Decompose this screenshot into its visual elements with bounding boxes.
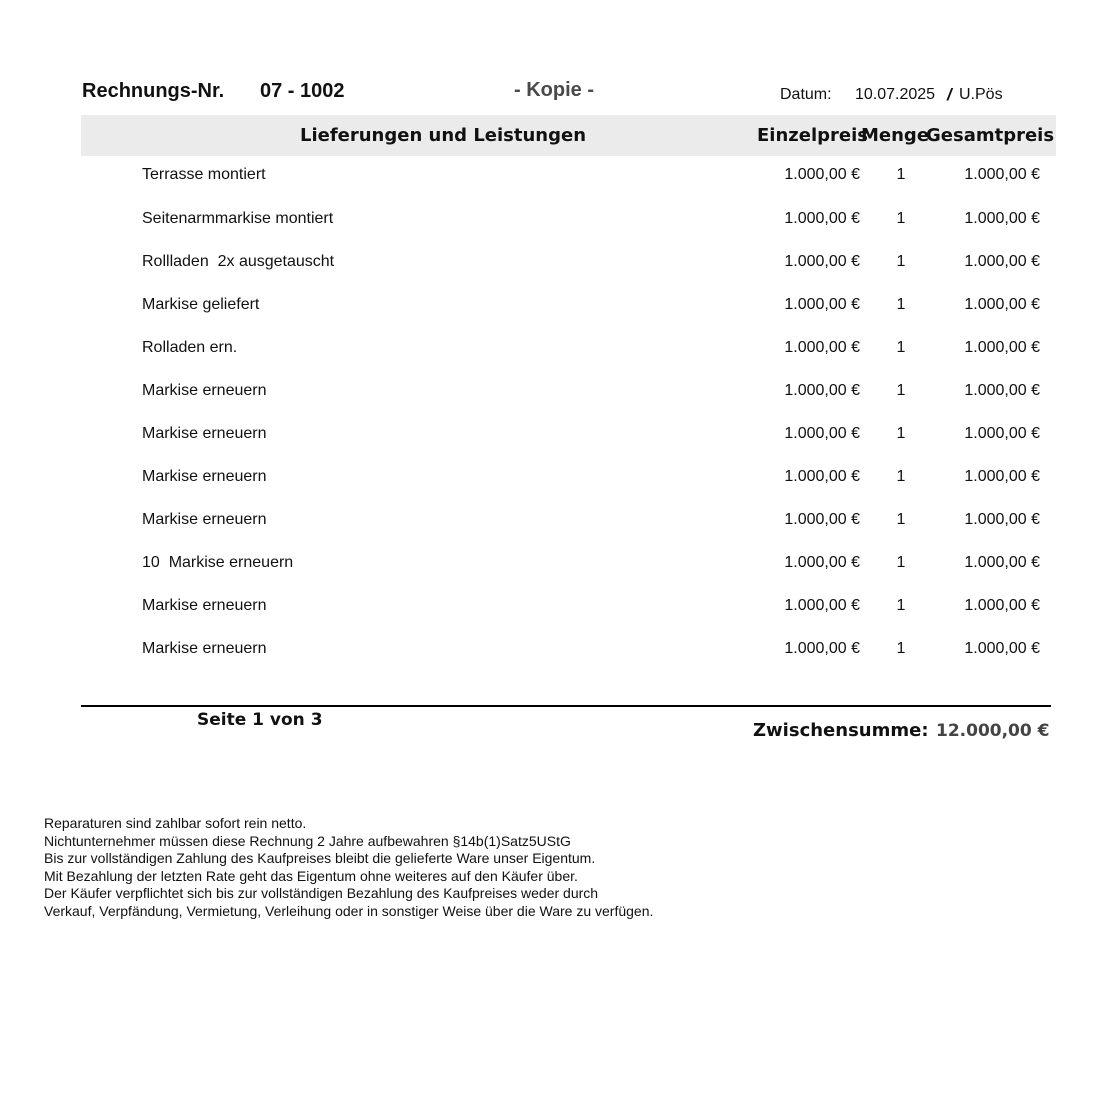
- date-user-separator: /: [947, 85, 952, 104]
- item-quantity: 1: [896, 597, 906, 614]
- subtotal-label: Zwischensumme:: [753, 720, 929, 741]
- item-total: 1.000,00 €: [964, 296, 1040, 313]
- table-row: [0, 511, 1102, 535]
- item-description: 10 Markise erneuern: [142, 554, 294, 571]
- item-total: 1.000,00 €: [964, 597, 1040, 614]
- table-row: [0, 425, 1102, 449]
- item-description: Markise erneuern: [142, 511, 267, 528]
- item-unit-price: 1.000,00 €: [784, 554, 860, 571]
- item-description: Rollladen 2x ausgetauscht: [142, 253, 335, 270]
- table-row: [0, 382, 1102, 406]
- item-unit-price: 1.000,00 €: [784, 382, 860, 399]
- table-row: [0, 166, 1102, 190]
- item-total: 1.000,00 €: [964, 339, 1040, 356]
- item-description: Markise geliefert: [142, 296, 260, 313]
- terms-line: Bis zur vollständigen Zahlung des Kaufpreises bleibt die gelieferte Ware unser Eigentum.: [44, 850, 596, 867]
- item-total: 1.000,00 €: [964, 640, 1040, 657]
- item-unit-price: 1.000,00 €: [784, 597, 860, 614]
- column-header-description: Lieferungen und Leistungen: [299, 125, 587, 146]
- item-total: 1.000,00 €: [964, 210, 1040, 227]
- item-unit-price: 1.000,00 €: [784, 296, 860, 313]
- item-quantity: 1: [896, 253, 906, 270]
- terms-line: Reparaturen sind zahlbar sofort rein netto.: [44, 815, 307, 831]
- item-description: Rolladen ern.: [142, 339, 238, 356]
- payment-terms: [44, 815, 653, 921]
- item-quantity: 1: [896, 554, 906, 571]
- item-total: 1.000,00 €: [964, 382, 1040, 399]
- user-initials: U.Pös: [959, 86, 1003, 103]
- column-header-quantity: Menge: [861, 125, 930, 146]
- item-quantity: 1: [896, 425, 906, 442]
- item-total: 1.000,00 €: [964, 554, 1040, 571]
- item-total: 1.000,00 €: [964, 253, 1040, 270]
- invoice-number-label: Rechnungs-Nr.: [82, 80, 225, 102]
- item-unit-price: 1.000,00 €: [784, 210, 860, 227]
- item-quantity: 1: [896, 296, 906, 313]
- item-total: 1.000,00 €: [964, 166, 1040, 183]
- item-quantity: 1: [896, 339, 906, 356]
- terms-line: Mit Bezahlung der letzten Rate geht das Eigentum ohne weiteres auf den Käufer über.: [44, 867, 578, 884]
- table-header: [81, 115, 1056, 156]
- item-quantity: 1: [896, 511, 906, 528]
- date-value: 10.07.2025: [855, 86, 936, 103]
- item-quantity: 1: [896, 166, 906, 183]
- column-header-unit-price: Einzelpreis: [757, 125, 868, 146]
- item-total: 1.000,00 €: [964, 425, 1040, 442]
- table-row: [0, 597, 1102, 621]
- invoice-number: 07 - 1002: [260, 80, 345, 102]
- table-row: [0, 640, 1102, 664]
- item-description: Markise erneuern: [142, 382, 267, 399]
- copy-mark: - Kopie -: [514, 79, 594, 101]
- item-unit-price: 1.000,00 €: [784, 253, 860, 270]
- table-row: [0, 468, 1102, 492]
- item-unit-price: 1.000,00 €: [784, 425, 860, 442]
- page-info: Seite 1 von 3: [197, 710, 323, 730]
- item-total: 1.000,00 €: [964, 511, 1040, 528]
- item-quantity: 1: [896, 210, 906, 227]
- item-description: Markise erneuern: [142, 640, 267, 657]
- item-unit-price: 1.000,00 €: [784, 339, 860, 356]
- item-unit-price: 1.000,00 €: [784, 166, 860, 183]
- item-total: 1.000,00 €: [964, 468, 1040, 485]
- item-unit-price: 1.000,00 €: [784, 468, 860, 485]
- terms-line: Der Käufer verpflichtet sich bis zur vollständigen Bezahlung des Kaufpreises weder durch: [44, 885, 599, 902]
- item-description: Seitenarmmarkise montiert: [142, 210, 334, 227]
- item-description: Markise erneuern: [142, 425, 267, 442]
- table-row: [0, 296, 1102, 320]
- item-unit-price: 1.000,00 €: [784, 511, 860, 528]
- terms-line: Nichtunternehmer müssen diese Rechnung 2 Jahre aufbewahren §14b(1)Satz5UStG: [44, 832, 571, 849]
- table-row: [0, 554, 1102, 578]
- table-row: [0, 339, 1102, 363]
- date-label: Datum:: [780, 86, 832, 103]
- item-description: Terrasse montiert: [142, 166, 266, 183]
- item-description: Markise erneuern: [142, 597, 267, 614]
- item-quantity: 1: [896, 382, 906, 399]
- table-bottom-rule: [81, 705, 1051, 707]
- column-header-total: Gesamtpreis: [926, 125, 1055, 146]
- item-unit-price: 1.000,00 €: [784, 640, 860, 657]
- terms-line: Verkauf, Verpfändung, Vermietung, Verleihung oder in sonstiger Weise über die Ware zu verfügen.: [44, 902, 654, 919]
- item-description: Markise erneuern: [142, 468, 267, 485]
- item-quantity: 1: [896, 468, 906, 485]
- table-row: [0, 210, 1102, 234]
- subtotal-value: 12.000,00 €: [936, 721, 1050, 741]
- table-row: [0, 253, 1102, 277]
- item-quantity: 1: [896, 640, 906, 657]
